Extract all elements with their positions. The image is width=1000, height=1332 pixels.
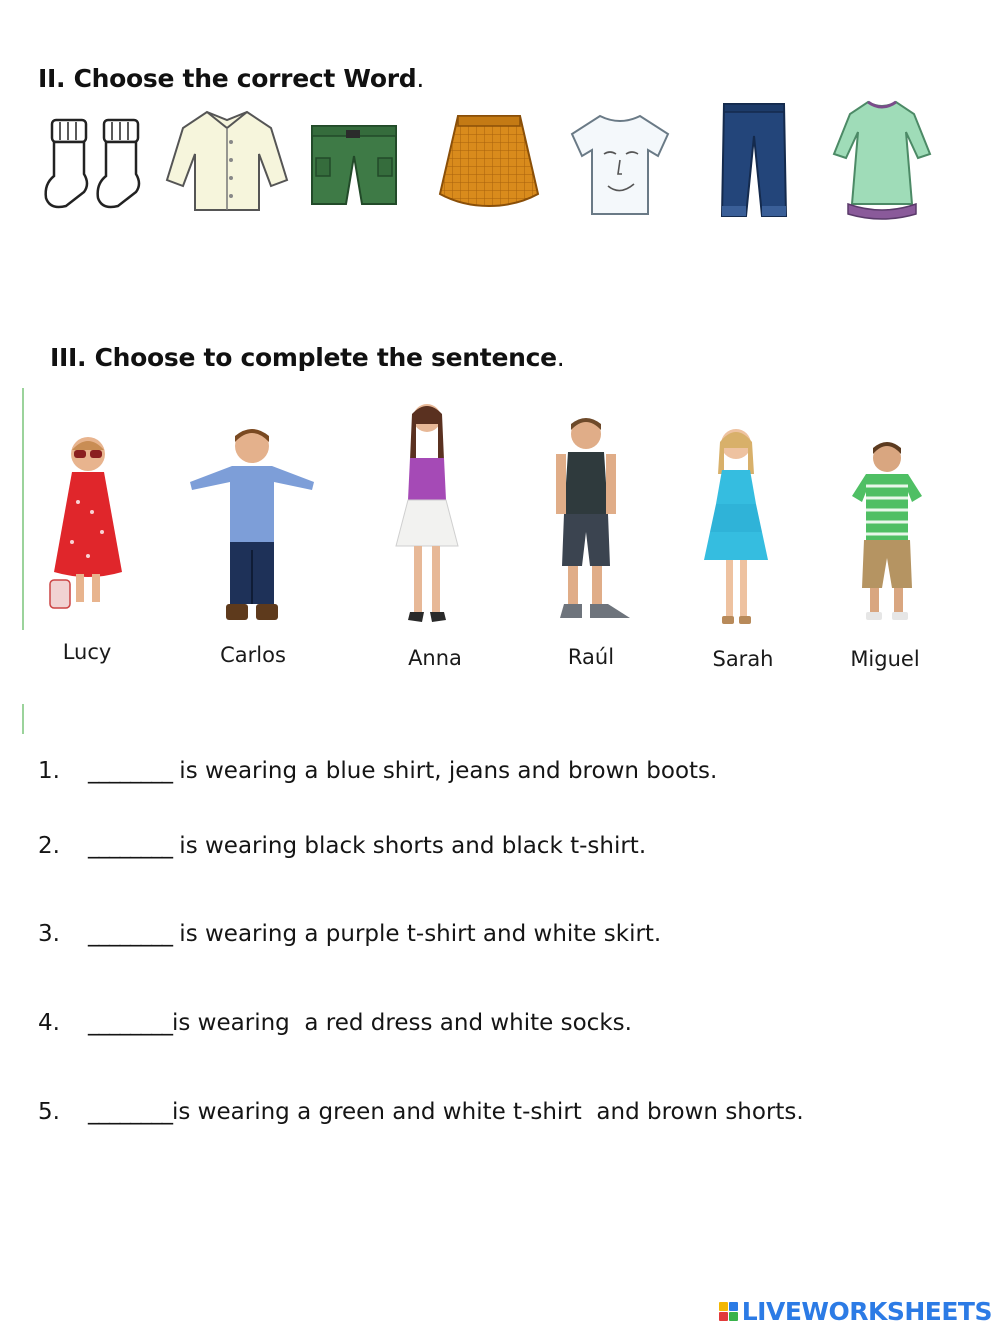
sentence-4 <box>38 1010 632 1036</box>
person-name-raul: Raúl <box>567 645 615 669</box>
sentence-number: 5. <box>38 1099 60 1125</box>
skirt-icon[interactable] <box>436 110 542 210</box>
answer-blank-1[interactable]: ________ <box>88 758 172 784</box>
section-3-title-dot: . <box>556 343 565 372</box>
person-name-lucy: Lucy <box>62 640 112 664</box>
tshirt-icon[interactable] <box>568 110 672 218</box>
girl-blue-dress-figure[interactable] <box>702 424 770 630</box>
person-name-sarah: Sarah <box>712 647 774 671</box>
section-2-title <box>38 64 424 93</box>
answer-blank-5[interactable]: ________ <box>88 1099 172 1125</box>
shorts-icon[interactable] <box>308 120 400 208</box>
logo-mark-icon <box>719 1302 738 1321</box>
boy-black-shorts-figure[interactable] <box>546 414 634 628</box>
section-3-title-text: III. Choose to complete the sentence <box>50 343 557 372</box>
jeans-icon[interactable] <box>718 100 790 222</box>
answer-blank-3[interactable]: ________ <box>88 921 172 947</box>
girl-red-dress-figure[interactable] <box>48 432 128 624</box>
liveworksheets-logo[interactable] <box>719 1297 992 1326</box>
person-name-anna: Anna <box>408 646 462 670</box>
sentence-text: is wearing a blue shirt, jeans and brown boots. <box>172 758 718 784</box>
boy-blue-shirt-figure[interactable] <box>186 424 318 626</box>
margin-line-bottom <box>22 704 24 734</box>
sentence-1 <box>38 758 717 784</box>
answer-blank-2[interactable]: ________ <box>88 833 172 859</box>
sentence-text: is wearing a red dress and white socks. <box>172 1010 632 1036</box>
boy-green-shirt-figure[interactable] <box>850 440 924 624</box>
person-name-miguel: Miguel <box>850 647 920 671</box>
socks-icon[interactable] <box>40 114 150 212</box>
dress-icon[interactable] <box>832 96 932 220</box>
person-name-carlos: Carlos <box>220 643 286 667</box>
sentence-2 <box>38 833 646 859</box>
shirt-icon[interactable] <box>163 106 291 214</box>
sentence-text: is wearing a green and white t-shirt and brown shorts. <box>172 1099 804 1125</box>
section-2-title-dot: . <box>416 64 424 93</box>
section-3-title <box>50 343 564 372</box>
sentence-number: 2. <box>38 833 60 859</box>
girl-purple-shirt-figure[interactable] <box>392 400 462 626</box>
sentence-number: 4. <box>38 1010 60 1036</box>
sentence-number: 1. <box>38 758 60 784</box>
logo-text: LIVEWORKSHEETS <box>741 1297 992 1326</box>
margin-line-top <box>22 388 24 630</box>
sentence-3 <box>38 921 661 947</box>
sentence-5 <box>38 1099 804 1125</box>
sentence-number: 3. <box>38 921 60 947</box>
sentence-text: is wearing black shorts and black t-shirt. <box>172 833 647 859</box>
sentence-text: is wearing a purple t-shirt and white skirt. <box>172 921 662 947</box>
section-2-title-text: II. Choose the correct Word <box>38 64 417 93</box>
answer-blank-4[interactable]: ________ <box>88 1010 172 1036</box>
